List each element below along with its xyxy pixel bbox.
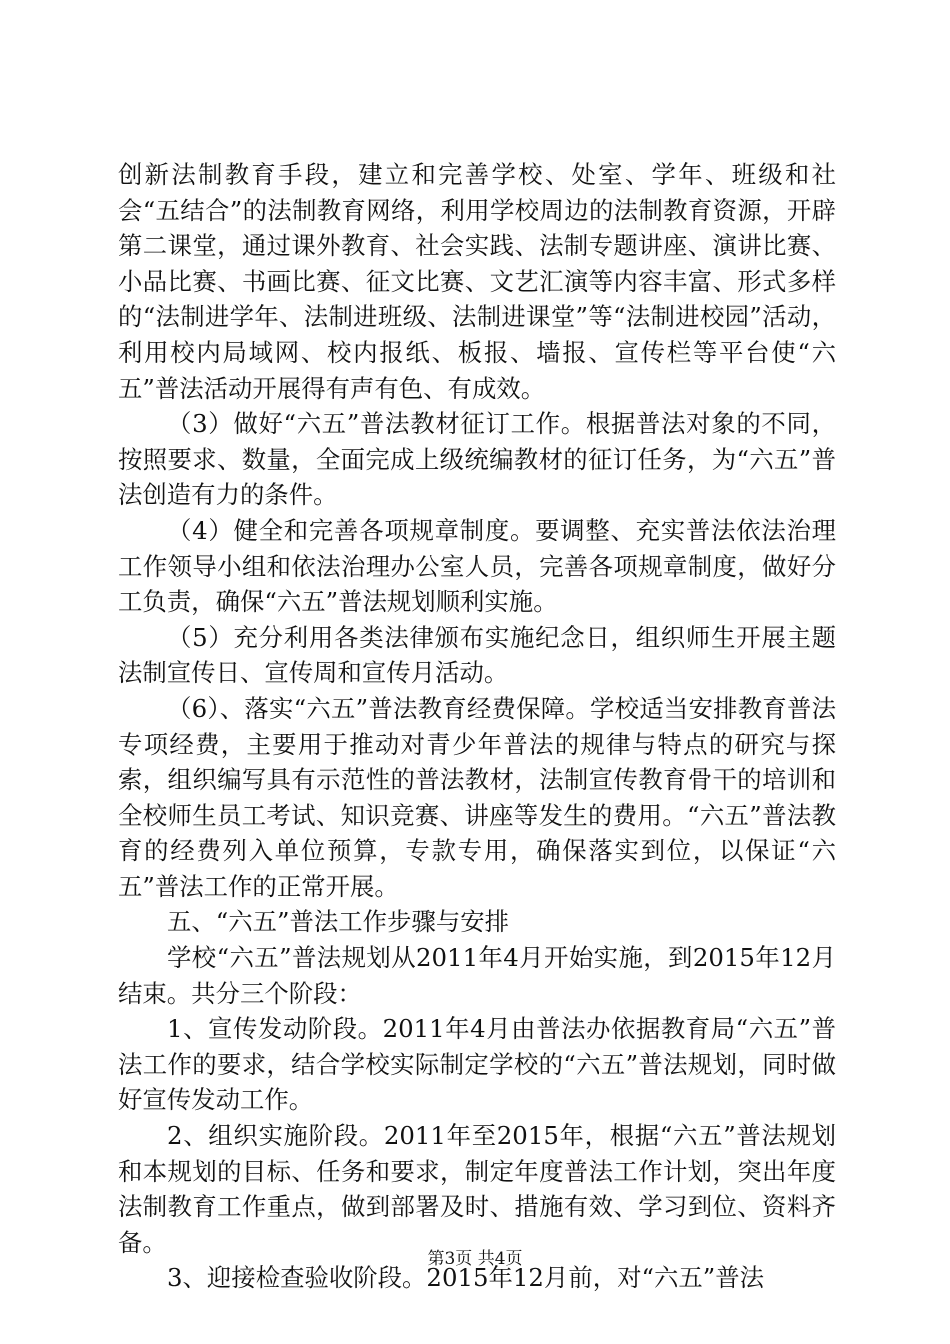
paragraph-stage-2: 2、组织实施阶段。2011年至2015年，根据“六五”普法规划和本规划的目标、任务和要求，制定年度普法工作计划，突出年度法制教育工作重点，做到部署及时、措施有效、学习到位、资料齐备。 [118,1121,836,1257]
paragraph-item-5: （5）充分利用各类法律颁布实施纪念日，组织师生开展主题法制宣传日、宣传周和宣传月活动。 [118,622,836,688]
paragraph-stage-3: 3、迎接检查验收阶段。2015年12月前，对“六五”普法 [167,1263,764,1293]
paragraph-item-6: （6）、落实“六五”普法教育经费保障。学校适当安排教育普法专项经费，主要用于推动对青少年普法的规律与特点的研究与探索，组织编写具有示范性的普法教材，法制宣传教育骨干的培训和全校师生员工考试、知识竞赛、讲座等发生的费用。“六五”普法教育的经费列入单位预算，专款专用，确保落实到位，以保证“六五”普法工作的正常开展。 [118,693,836,901]
page-number-footer: 第3页 共4页 [427,1249,523,1269]
paragraph-item-3: （3）做好“六五”普法教材征订工作。根据普法对象的不同，按照要求、数量，全面完成上级统编教材的征订任务，为“六五”普法创造有力的条件。 [118,409,836,510]
section-heading-5: 五、“六五”普法工作步骤与安排 [167,907,510,937]
paragraph-continuation: 创新法制教育手段，建立和完善学校、处室、学年、班级和社会“五结合”的法制教育网络，利用学校周边的法制教育资源，开辟第二课堂，通过课外教育、社会实践、法制专题讲座、演讲比赛、小品比赛、书画比赛、征文比赛、文艺汇演等内容丰富、形式多样的“法制进学年、法制进班级、法制进课堂”等“法制进校园”活动，利用校内局域网、校内报纸、板报、墙报、宣传栏等平台使“六五”普法活动开展得有声有色、有成效。 [118,160,836,403]
paragraph-schedule-intro: 学校“六五”普法规划从2011年4月开始实施，到2015年12月结束。共分三个阶段： [118,943,836,1008]
paragraph-item-4: （4）健全和完善各项规章制度。要调整、充实普法依法治理工作领导小组和依法治理办公室人员，完善各项规章制度，做好分工负责，确保“六五”普法规划顺利实施。 [118,515,836,617]
document-body [118,157,836,1296]
paragraph-stage-1: 1、宣传发动阶段。2011年4月由普法办依据教育局“六五”普法工作的要求，结合学校实际制定学校的“六五”普法规划，同时做好宣传发动工作。 [118,1014,836,1115]
